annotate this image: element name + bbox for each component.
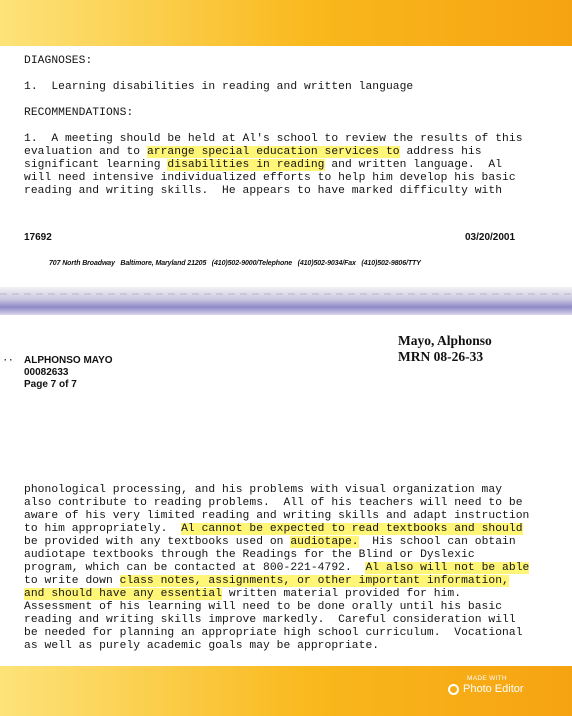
diagnosis-item-1: 1. Learning disabilities in reading and written language: [24, 81, 414, 93]
narrative-line: [24, 627, 523, 640]
text-run: address his: [399, 146, 482, 158]
ring-icon: [448, 684, 459, 695]
recommendation-line-4: will need intensive individualized efforts to help him develop his basic: [24, 172, 516, 184]
footer-date: 03/20/2001: [465, 232, 516, 243]
upper-document-page: [0, 46, 572, 287]
narrative-line: [24, 614, 516, 627]
highlighted-text: class notes, assignments, or other important information,: [119, 575, 509, 587]
text-run: phonological processing, and his problems with visual organization may: [24, 484, 503, 496]
narrative-line: [24, 510, 529, 523]
text-run: audiotape textbooks through the Readings for the Blind or Dyslexic: [24, 549, 475, 561]
narrative-line: [24, 601, 502, 614]
narrative-line: [24, 549, 475, 562]
recommendation-line-2: [24, 146, 482, 159]
narrative-line: [24, 640, 379, 653]
text-run: to him appropriately.: [24, 523, 182, 535]
patient-name: Mayo, Alphonso: [398, 333, 492, 348]
text-run: written material provided for him.: [222, 588, 462, 600]
text-run: also contribute to reading problems. All of his teachers will need to be: [24, 497, 523, 509]
lower-document-page: [0, 315, 572, 666]
narrative-line: [24, 588, 461, 601]
recommendation-line-1: 1. A meeting should be held at Al's school to review the results of this: [24, 133, 523, 145]
narrative-line: [24, 536, 516, 549]
text-run: His school can obtain: [358, 536, 516, 548]
recommendations-heading: RECOMMENDATIONS:: [24, 107, 134, 119]
highlighted-text: and should have any essential: [24, 588, 223, 600]
text-run: reading and writing skills improve markedly. Careful consideration will: [24, 614, 516, 626]
header-patient-name: ALPHONSO MAYO: [24, 355, 113, 366]
highlighted-text: audiotape.: [290, 536, 359, 548]
torn-edge: [0, 293, 572, 295]
margin-marker: · ·: [4, 355, 13, 365]
narrative-line: [24, 562, 529, 575]
narrative-line: [24, 575, 509, 588]
text-run: significant learning: [24, 159, 168, 171]
highlighted-text: Al cannot be expected to read textbooks and should: [181, 523, 523, 535]
narrative-line: [24, 484, 502, 497]
text-run: evaluation and to: [24, 146, 147, 158]
highlighted-text: Al also will not be able: [365, 562, 530, 574]
top-yellow-band: [0, 0, 572, 46]
header-patient-number: 00082633: [24, 367, 69, 378]
recommendation-line-5: reading and writing skills. He appears to have marked difficulty with: [24, 185, 503, 197]
footer-document-id: 17692: [24, 232, 52, 243]
text-run: and written language. Al: [324, 159, 503, 171]
narrative-line: [24, 523, 523, 536]
diagnoses-heading: DIAGNOSES:: [24, 55, 93, 67]
text-run: Assessment of his learning will need to be done orally until his basic: [24, 601, 503, 613]
narrative-line: [24, 497, 523, 510]
page-number-label: Page 7 of 7: [24, 379, 77, 390]
app-name-label: Photo Editor: [463, 683, 524, 695]
made-with-label: MADE WITH: [467, 675, 507, 682]
photo-editor-watermark: [445, 671, 545, 705]
text-run: program, which can be contacted at 800-221-4792.: [24, 562, 366, 574]
text-run: aware of his very limited reading and writing skills and adapt instruction: [24, 510, 530, 522]
highlighted-text: disabilities in reading: [167, 159, 325, 171]
text-run: be needed for planning an appropriate high school curriculum. Vocational: [24, 627, 523, 639]
text-run: as well as purely academic goals may be appropriate.: [24, 640, 380, 652]
page-divider: [0, 287, 572, 315]
text-run: to write down: [24, 575, 120, 587]
medical-record-number: MRN 08-26-33: [398, 349, 484, 364]
footer-address: 707 North Broadway Baltimore, Maryland 21205 (410)502-9000/Telephone (410)502-9034/Fax (410)502-9806/TTY: [49, 260, 421, 267]
recommendation-line-3: [24, 159, 502, 172]
highlighted-text: arrange special education services to: [146, 146, 400, 158]
text-run: be provided with any textbooks used on: [24, 536, 291, 548]
